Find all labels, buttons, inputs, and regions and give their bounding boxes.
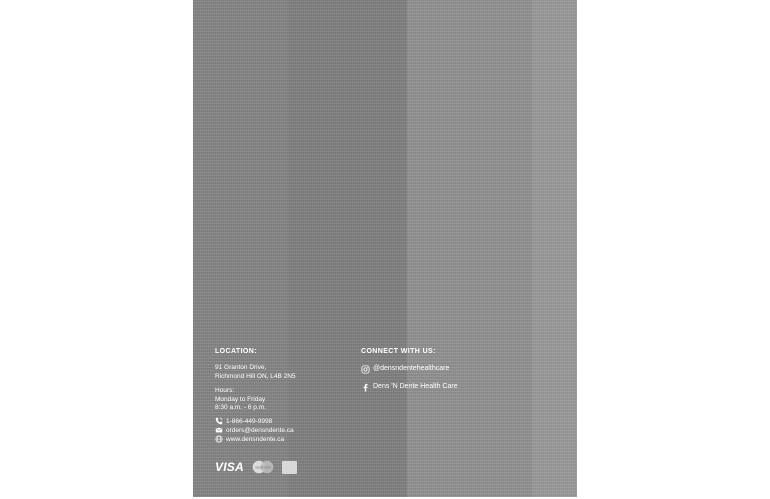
address-line-1: 91 Granton Drive, (215, 364, 267, 371)
facebook-name: Dens 'N Dente Health Care (373, 383, 458, 390)
connect-heading: CONNECT WITH US: (361, 348, 436, 355)
location-heading: LOCATION: (215, 348, 257, 355)
amex-card-icon (282, 461, 297, 474)
mastercard-logo (250, 460, 276, 474)
facebook-icon (361, 383, 370, 392)
phone-number: 1-866-449-9998 (226, 417, 273, 425)
instagram-link[interactable] (361, 364, 561, 374)
payment-methods (215, 460, 297, 474)
website-row[interactable] (215, 435, 355, 444)
background-band (407, 0, 532, 497)
website-url: www.densndente.ca (226, 435, 285, 443)
connect-section (361, 347, 561, 400)
location-section (215, 347, 355, 444)
address-line-2: Richmond Hill ON, L4B 2N5 (215, 372, 296, 380)
facebook-link[interactable] (361, 382, 561, 392)
mastercard-label: mastercard (254, 465, 271, 470)
hours-time: 8:30 a.m. - 6 p.m. (215, 404, 266, 411)
instagram-handle: @densndentehealthcare (373, 365, 450, 372)
hours-label: Hours: (215, 387, 235, 394)
background-band (532, 0, 577, 497)
hours-days: Monday to Friday (215, 395, 266, 403)
globe-icon (215, 435, 223, 443)
email-row[interactable] (215, 426, 355, 435)
envelope-icon (215, 426, 223, 434)
visa-logo: VISA (215, 460, 244, 474)
phone-row[interactable] (215, 417, 355, 426)
phone-icon (215, 417, 223, 425)
instagram-icon (361, 365, 370, 374)
brochure-back-page (193, 0, 577, 497)
email-address: orders@densndente.ca (226, 426, 294, 434)
